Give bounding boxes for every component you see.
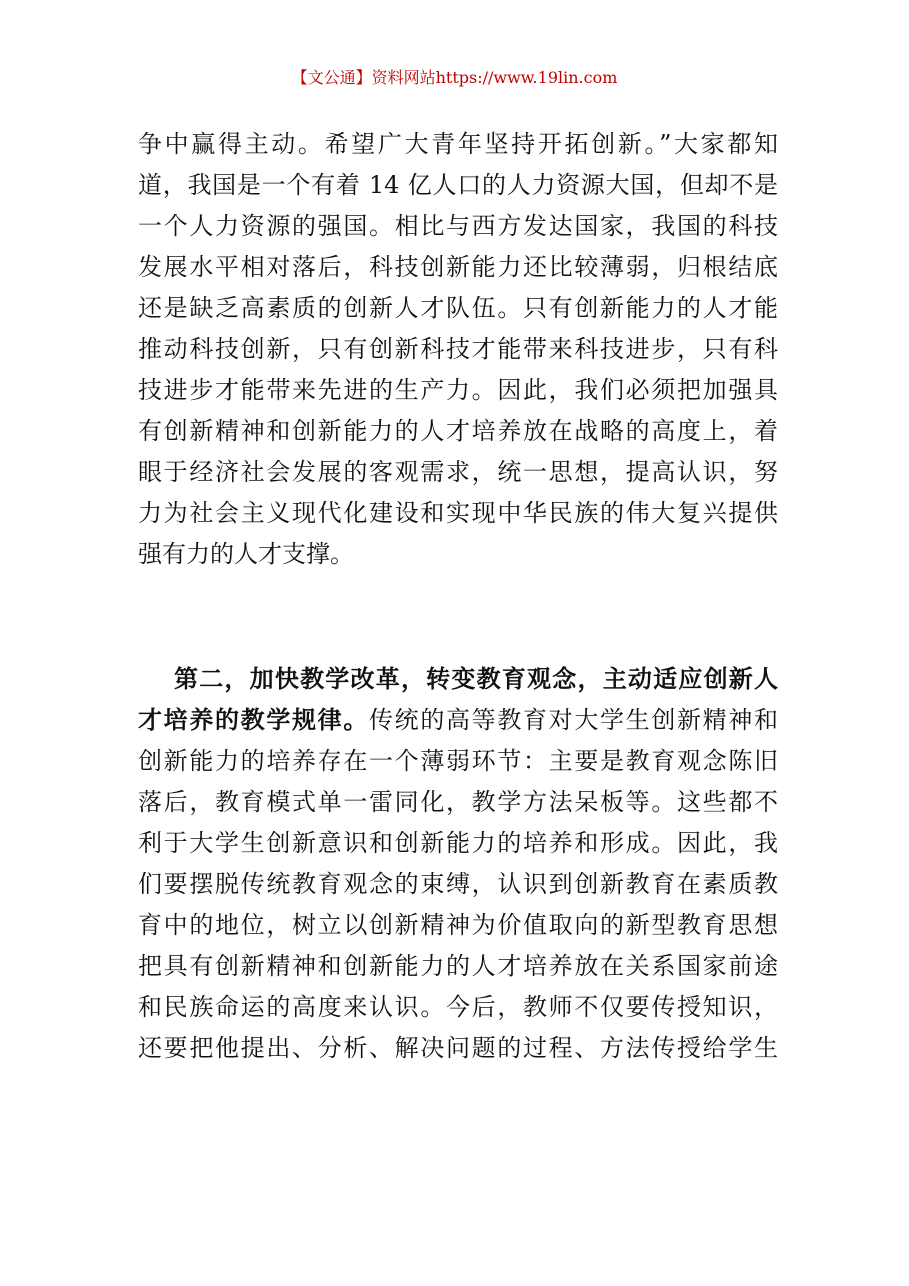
- section-heading-continuation: [138, 700, 778, 740]
- paragraph-line: 推动科技创新，只有创新科技才能带来科技进步，只有科: [138, 335, 778, 363]
- paragraph-line: 争中赢得主动。希望广大青年坚持开拓创新。”大家都知: [138, 130, 778, 158]
- site-header-watermark: 【文公通】资料网站https://www.19lin.com: [291, 68, 618, 87]
- paragraph-line: 利于大学生创新意识和创新能力的培养和形成。因此，我: [138, 829, 778, 857]
- paragraph-line: 强有力的人才支撑。: [138, 540, 354, 568]
- paragraph-line: 落后，教育模式单一雷同化，教学方法呆板等。这些都不: [138, 788, 778, 816]
- section-heading-line: 第二，加快教学改革，转变教育观念，主动适应创新人: [174, 664, 778, 693]
- section-body-start: 传统的高等教育对大学生创新精神和: [369, 706, 778, 734]
- paragraph-line: 力为社会主义现代化建设和实现中华民族的伟大复兴提供: [138, 499, 778, 527]
- paragraph-line: 创新能力的培养存在一个薄弱环节：主要是教育观念陈旧: [138, 747, 778, 775]
- paragraph-line: 道，我国是一个有着 14 亿人口的人力资源大国，但却不是: [138, 171, 778, 199]
- paragraph-line: 们要摆脱传统教育观念的束缚，认识到创新教育在素质教: [138, 870, 778, 898]
- paragraph-line: 发展水平相对落后，科技创新能力还比较薄弱，归根结底: [138, 253, 778, 281]
- paragraph-line: 有创新精神和创新能力的人才培养放在战略的高度上，着: [138, 417, 778, 445]
- paragraph-line: 育中的地位，树立以创新精神为价值取向的新型教育思想: [138, 911, 778, 939]
- section-heading-bold: 才培养的教学规律。: [138, 705, 369, 734]
- paragraph-line: 眼于经济社会发展的客观需求，统一思想，提高认识，努: [138, 458, 778, 486]
- paragraph-line: 和民族命运的高度来认识。今后，教师不仅要传授知识，: [138, 993, 778, 1021]
- paragraph-line: 一个人力资源的强国。相比与西方发达国家，我国的科技: [138, 212, 778, 240]
- paragraph-line: 技进步才能带来先进的生产力。因此，我们必须把加强具: [138, 376, 778, 404]
- paragraph-line: 把具有创新精神和创新能力的人才培养放在关系国家前途: [138, 952, 778, 980]
- paragraph-line: 还要把他提出、分析、解决问题的过程、方法传授给学生: [138, 1034, 778, 1062]
- paragraph-line: 还是缺乏高素质的创新人才队伍。只有创新能力的人才能: [138, 294, 778, 322]
